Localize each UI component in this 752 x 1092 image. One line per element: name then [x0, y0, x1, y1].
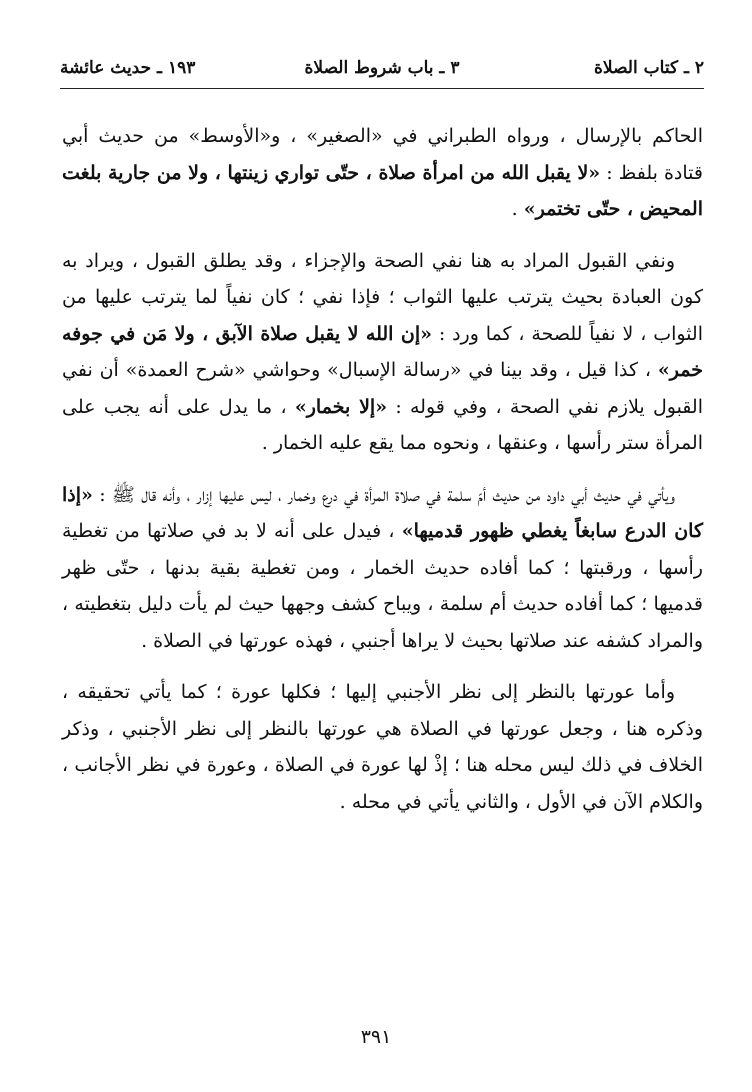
header-chapter: ٢ ـ كتاب الصلاة [594, 58, 704, 78]
header-hadith: ١٩٣ ـ حديث عائشة [60, 58, 196, 78]
paragraph-1-text-1: الحاكم بالإرسال ، ورواه الطبراني في «الصغير» ، و«الأوسط» من حديث أبي قتادة بلفظ : [62, 125, 703, 184]
page-number: ٣٩١ [360, 1026, 392, 1048]
paragraph-2 [62, 243, 703, 462]
paragraph-1-text-2: . [511, 198, 524, 220]
header-divider [60, 88, 704, 89]
paragraph-2-hadith-quote-1: «إن الله لا يقبل صلاة الآبق ، ولا مَن في جوفه خمر» [62, 322, 703, 381]
paragraph-4 [62, 674, 703, 820]
running-header [60, 52, 704, 88]
paragraph-2-text-3: ، ما يدل على أنه يجب على المرأة ستر رأسها ، وعنقها ، ونحوه مما يقع عليه الخمار . [62, 395, 703, 454]
paragraph-2-text-2: ، كذا قيل ، وقد بينا في «رسالة الإسبال» وحواشي «شرح العمدة» أن نفي القبول يلازم نفي الصحة ، وفي قوله : [62, 359, 703, 418]
paragraph-3-text-2: ، فيدل على أنه لا بد في صلاتها من تغطية رأسها ، ورقبتها ؛ كما أفاده حديث الخمار ، ومن تغطية بقية بدنها ، حتّى ظهر قدميها ؛ كما أفاده حديث أم سلمة ، ويباح كشف وجهها حيث لم يأت دليل بتغطيته ، والمراد كشفه عند صلاتها بحيث لا يراها أجنبي ، فهذه عورتها في الصلاة . [62, 520, 703, 652]
paragraph-2-hadith-quote-2: «إلا بخمار» [294, 395, 388, 418]
paragraph-1 [62, 118, 703, 228]
paragraph-3 [62, 477, 703, 660]
body-text [62, 118, 703, 835]
header-section: ٣ ـ باب شروط الصلاة [304, 58, 460, 78]
paragraph-1-hadith-quote: «لا يقبل الله من امرأة صلاة ، حتّى تواري زينتها ، ولا من جارية بلغت المحيض ، حتّى تختمر» [62, 161, 703, 220]
paragraph-3-text-1: ويأتي في حديث أبي داود من حديث أمّ سلمة في صلاة المرأة في درع وخمار ، ليس عليها إزار ، وأنه قال ﷺ : [92, 483, 675, 506]
paragraph-2-text-1: ونفي القبول المراد به هنا نفي الصحة والإجزاء ، وقد يطلق القبول ، ويراد به كون العبادة بحيث يترتب عليها الثواب ؛ فإذا نفي ؛ كان نفياً لما يترتب عليها من الثواب ، لا نفياً للصحة ، كما ورد : [62, 249, 703, 345]
paragraph-4-text-1: وأما عورتها بالنظر إلى نظر الأجنبي إليها ؛ فكلها عورة ؛ كما يأتي تحقيقه ، وذكره هنا ، وجعل عورتها في الصلاة هي عورتها بالنظر إلى نظر الأجنبي ، وذكر الخلاف في ذلك ليس محله هنا ؛ إذْ لها عورة في الصلاة ، وعورة في نظر الأجانب ، والكلام الآن في الأول ، والثاني يأتي في محله . [62, 681, 703, 813]
paragraph-3-hadith-quote: «إذا كان الدرع سابغاً يغطي ظهور قدميها» [62, 483, 703, 542]
